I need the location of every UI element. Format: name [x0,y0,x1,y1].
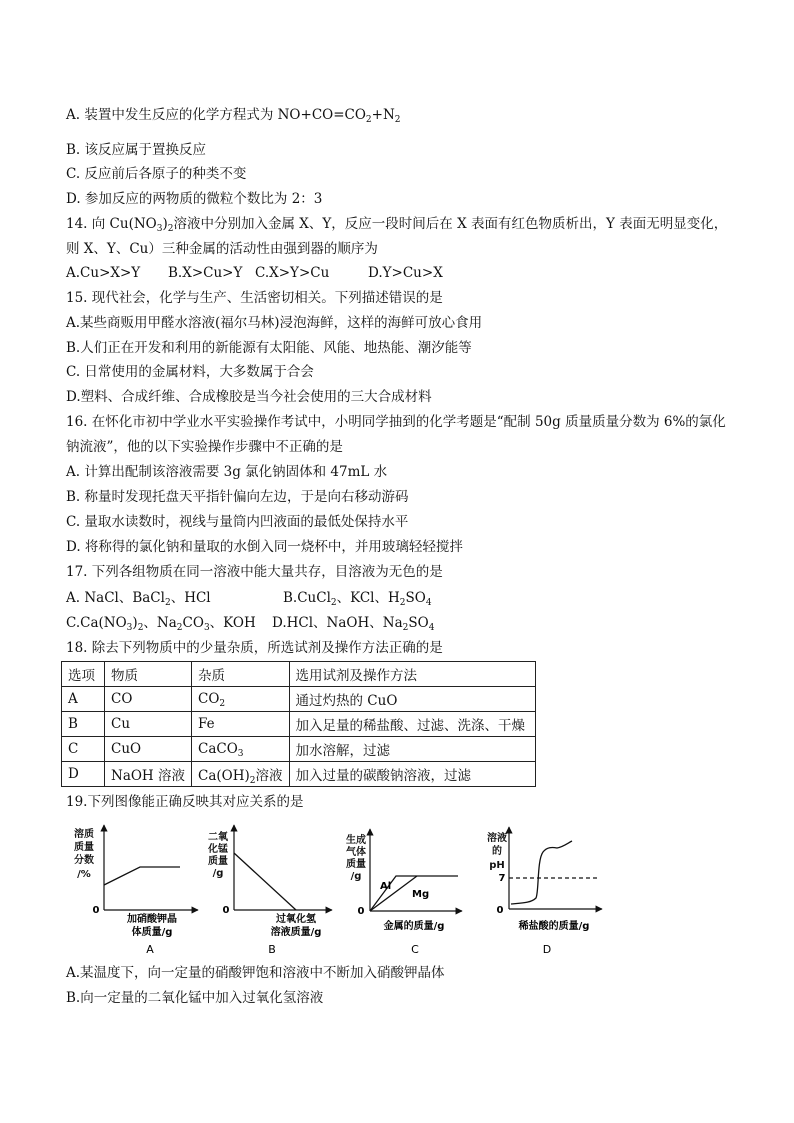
q15-option-a: A.某些商贩用甲醛水溶液(福尔马林)浸泡海鲜，这样的海鲜可放心食用 [66,315,483,331]
graph-a-xlabel-line: 体质量/g [131,927,173,938]
graph-a-ylabel-line: 质量 [74,842,94,853]
q14-stem-continued: 则 X、Y、Cu）三种金属的活动性由强到器的顺序为 [66,241,378,257]
q16-stem-continued: 钠流液”，他的以下实验操作步骤中不正确的是 [66,439,343,455]
graph-c-ylabel-line: /g [350,871,362,882]
table-cell: B [62,712,105,737]
q19-graphs-figure [60,815,620,960]
graph-b-ylabel-line: 二氧 [208,832,228,843]
graph-d-ylabel-line: 溶液 [487,833,507,844]
table-cell: 通过灼热的 CuO [289,687,535,712]
graph-a-xlabel-line: 加硝酸钾晶 [127,914,177,925]
table-header-cell: 选用试剂及操作方法 [289,662,535,687]
table-cell: 加入足量的稀盐酸、过滤、洗涤、干燥 [289,712,535,737]
graph-b-ylabel-line: 化锰 [208,844,228,855]
graph-d-curve [511,841,572,904]
table-cell: CuO [105,737,192,762]
table-cell: CO [105,687,192,712]
graph-a-ylabel-line: 溶质 [74,829,94,840]
graph-d-xlabel: 稀盐酸的质量/g [518,921,590,932]
graph-d-origin: 0 [496,905,504,916]
q14-option-a: A.Cu>X>Y [66,265,141,281]
graph-d-tick-7: 7 [498,873,506,884]
table-cell: Cu [105,712,192,737]
graph-b-origin: 0 [222,905,230,916]
table-header-cell: 选项 [62,662,105,687]
q17-stem: 17. 下列各组物质在同一溶液中能大量共存，目溶液为无色的是 [66,564,443,580]
q19-option-b: B.向一定量的二氧化锰中加入过氧化氢溶液 [66,990,324,1006]
graph-d-ylabel-line: 的 [492,846,502,857]
q14-option-b: B.X>Cu>Y [168,265,243,281]
table-cell: A [62,687,105,712]
graph-c-xlabel: 金属的质量/g [383,921,445,932]
q18-stem: 18. 除去下列物质中的少量杂质，所选试剂及操作方法正确的是 [66,640,443,656]
graph-c-origin: 0 [357,906,365,917]
q13-option-d: D. 参加反应的两物质的微粒个数比为 2：3 [66,191,323,207]
q16-option-a: A. 计算出配制该溶液需要 3g 氯化钠固体和 47mL 水 [66,464,388,480]
q18-table [61,661,536,787]
table-row [62,762,536,787]
table-header-cell: 杂质 [192,662,290,687]
graph-d [487,827,602,956]
graph-c-ylabel-line: 生成 [346,835,366,846]
table-header-cell: 物质 [105,662,192,687]
q16-stem: 16. 在怀化市初中学业水平实验操作考试中，小明同学抽到的化学考题是“配制 50g 质量质量分数为 6%的氯化 [66,414,726,430]
graph-a-ylabel-line: /% [77,869,91,880]
q14-option-d: D.Y>Cu>X [368,265,443,281]
table-cell: NaOH 溶液 [105,762,192,787]
graph-a-curve [104,867,180,885]
q15-option-b: B.人们正在开发和利用的新能源有太阳能、风能、地热能、潮汐能等 [66,340,472,356]
q13-option-c: C. 反应前后各原子的种类不变 [66,166,247,182]
q14-stem: 14. 向 $Cu(NO_3)_2$溶液中分别加入金属 X、Y，反应一段时间后在 X 表面有红色物质析出，Y 表面无明显变化， [66,216,728,234]
graph-d-letter: D [542,943,552,956]
q17-option-c: $C.Ca(NO_3)_2$、$Na_2CO_3$、KOH [66,615,256,633]
q16-option-b: B. 称量时发现托盘天平指针偏向左边，于是向右移动游码 [66,489,409,505]
q17-option-d: D.HCl、NaOH、$Na_2SO_4$ [272,615,435,633]
q13-option-b: B. 该反应属于置换反应 [66,142,207,158]
q17-option-b: B.CuCl$_2$、KCl、$H_2SO_4$ [283,590,432,608]
q15-option-d: D.塑料、合成纤维、合成橡胶是当今社会使用的三大合成材料 [66,389,432,405]
q15-stem: 15. 现代社会，化学与生产、生活密切相关。下列描述错误的是 [66,290,443,306]
q14-option-c: C.X>Y>Cu [255,265,330,281]
graph-b-letter: B [268,943,276,956]
graph-c-letter: C [411,943,419,956]
table-row [62,712,536,737]
table-cell: CaCO$_3$ [192,737,290,762]
graph-b [207,825,332,956]
q19-stem: 19.下列图像能正确反映其对应关系的是 [66,794,304,810]
graph-c-ylabel-line: 质量 [346,859,366,870]
table-cell: D [62,762,105,787]
table-cell: 加入过量的碳酸钠溶液，过滤 [289,762,535,787]
graph-b-ylabel-line: 质量 [208,856,228,867]
graph-a-origin: 0 [92,905,100,916]
table-header-row [62,662,536,687]
graph-a [74,825,198,956]
graph-d-ylabel-line: pH [489,860,505,871]
graph-c-curve-mg [370,876,417,911]
table-cell: Fe [192,712,290,737]
q16-option-d: D. 将称得的氯化钠和量取的水倒入同一烧杯中，并用玻璃轻轻搅拌 [66,539,463,555]
q15-option-c: C. 日常使用的金属材料，大多数属于合会 [66,364,314,380]
table-row [62,687,536,712]
graph-b-xlabel-line: 过氧化氢 [276,914,316,925]
graph-b-curve [234,853,296,910]
table-cell: C [62,737,105,762]
graph-c-ylabel-line: 气体 [346,847,366,858]
graph-b-xlabel-line: 溶液质量/g [270,927,322,938]
graph-a-ylabel-line: 分数 [74,855,94,866]
graph-c-label-al: Al [380,881,392,892]
q17-option-a: A. NaCl、BaCl$_2$、HCl [66,590,211,608]
table-cell: $Ca(OH)_2$溶液 [192,762,290,787]
table-cell: 加水溶解，过滤 [289,737,535,762]
graph-a-letter: A [146,943,154,956]
table-row [62,737,536,762]
q16-option-c: C. 量取水读数时，视线与量筒内凹液面的最低处保持水平 [66,514,409,530]
q13-option-a: A. 装置中发生反应的化学方程式为 $NO+CO=CO_2+N_2$ [66,107,401,125]
graph-c-label-mg: Mg [412,889,430,900]
graph-c [346,829,462,956]
q19-option-a: A.某温度下，向一定量的硝酸钾饱和溶液中不断加入硝酸钾晶体 [66,965,445,981]
table-cell: $CO_2$ [192,687,290,712]
graph-b-ylabel-line: /g [212,868,224,879]
